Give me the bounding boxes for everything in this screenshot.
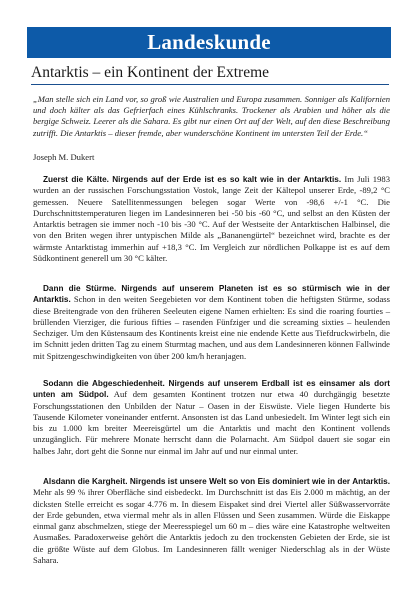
section-lead: Dann die Stürme. Nirgends auf unserem Planeten ist es so stürmisch wie in der Antarktis. xyxy=(33,284,390,305)
section-body: Schon in den weiten Seegebieten vor dem Kontinent toben die heftigsten Stürme, sodass diese Breitengrade von den früheren Seeleuten eigene Namen erhielten: Es sind die roaring fourties – brüllenden Vierziger, die furious fifties – rasenden Fünfziger und die screaming sixties – heulenden Sechziger. Um den Küstensaum des Kontinents kreist eine nie endende Kette aus Tiefdruckwirbeln, die im Schnitt jeden dritten Tag zu einem Sturmtag machen, und aus dem Landesinneren können Fallwinde mit Spitzengeschwindigkeiten von über 200 km/h heranjagen. xyxy=(33,294,390,361)
header-banner xyxy=(27,27,391,58)
section-body: Auf dem gesamten Kontinent trotzen nur etwa 40 durchgängig besetzte Forschungsstationen den Unbilden der Natur – Oasen in der Eiswüste. Viele liegen Hunderte bis Tausende Kilometer voneinander entfernt. Ansonsten ist das Land unbesiedelt. Im Winter legt sich ein bis zu 1.000 km breiter Meereisgürtel um die Antarktis und macht den Kontinent vollends unzugänglich. Für mehrere Monate herrscht dann die Polarnacht. Am Südpol dauert sie sogar ein halbes Jahr, dort geht die Sonne nur einmal im Jahr auf und nur einmal unter. xyxy=(33,389,390,456)
intro-quote: „Man stelle sich ein Land vor, so groß wie Australien und Europa zusammen. Sonniger als Kalifornien und doch kälter als das Gefrierfach eines Kühlschranks. Trockener als Arabien und höher als die bergige Schweiz. Leerer als die Sahara. Es gibt nur einen Ort auf der Welt, auf den diese Beschreibung zutrifft. Die Antarktis – dieser fremde, aber wunderschöne Kontinent im untersten Teil der Erde.“ xyxy=(33,94,390,138)
section-isolation xyxy=(33,378,390,457)
page-subtitle: Antarktis – ein Kontinent der Extreme xyxy=(31,64,270,81)
section-lead: Zuerst die Kälte. Nirgends auf der Erde ist es so kalt wie in der Antarktis. xyxy=(43,175,342,184)
section-body: Mehr als 99 % ihrer Oberfläche sind eisbedeckt. Im Durchschnitt ist das Eis 2.000 m mächtig, an der dicksten Stelle erreicht es sogar 4.776 m. In diesem Eispaket sind drei Viertel aller Süßwasservorräte der Erde gebunden, etwa viermal mehr als in allen Flüssen und Seen zusammen. Würde die Eiskappe einmal ganz abschmelzen, stiege der Meeresspiegel um 60 m – dies wäre eine Katastrophe weltweiten Ausmaßes. Paradoxerweise gehört die Antarktis jedoch zu den trockensten Gebieten der Erde, sie ist die größte Wüste auf dem Globus. Im Landesinneren fällt weniger Niederschlag als in der Wüste Sahara. xyxy=(33,487,390,566)
subtitle-rule xyxy=(31,84,389,85)
quote-author: Joseph M. Dukert xyxy=(33,152,95,162)
banner-title: Landeskunde xyxy=(147,30,271,54)
section-lead: Alsdann die Kargheit. Nirgends ist unsere Welt so von Eis dominiert wie in der Antarktis. xyxy=(43,477,390,486)
section-cold xyxy=(33,174,390,264)
section-lead: Sodann die Abgeschiedenheit. Nirgends auf unserem Erdball ist es einsamer als dort unten am Südpol. xyxy=(33,379,390,400)
section-body: Im Juli 1983 wurden an der russischen Forschungsstation Vostok, lange Zeit der Kältepol unserer Erde, -89,2 °C gemessen. Neuere Satellitenmessungen belegen sogar Werte von -98,6 +/-1 °C. Die Durchschnittstemperaturen liegen im Landesinneren bei -50 bis -60 °C, und selbst an den Küsten der Antarktis betragen sie immer noch -10 bis -30 °C. Auf der Westseite der Antarktischen Halbinsel, die von den Briten wegen ihrer untypischen Milde als „Bananengürtel“ bezeichnet wird, brachte es der wärmste Antarktistag immerhin auf +18,3 °C. Im Vergleich zur nördlichen Polkappe ist es auf dem Südkontinent generell um 30 °C kälter. xyxy=(33,174,390,264)
section-storms xyxy=(33,283,390,362)
section-barrenness xyxy=(33,476,390,566)
